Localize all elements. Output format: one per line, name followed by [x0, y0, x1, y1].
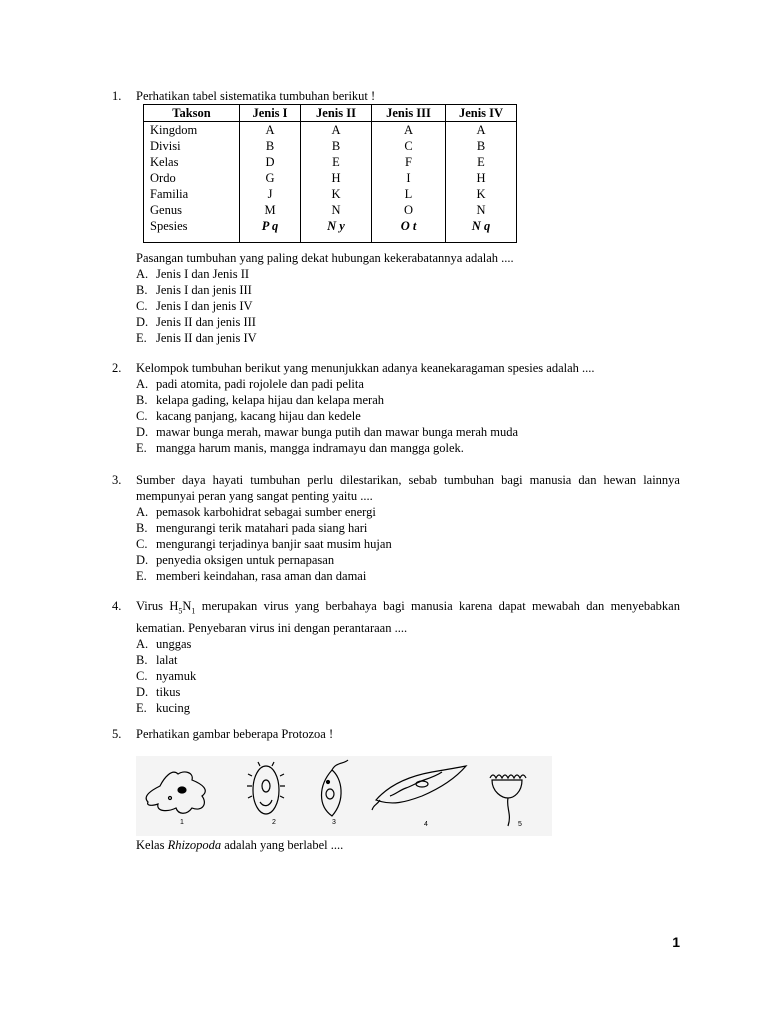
- question-1-prompt: [112, 250, 680, 346]
- option-b: B. kelapa gading, kelapa hijau dan kelapa merah: [136, 393, 385, 407]
- table-header: Jenis I: [240, 105, 301, 122]
- taxonomy-table: [143, 104, 517, 243]
- option-a: A. Jenis I dan Jenis II: [136, 267, 250, 281]
- question-text: Perhatikan gambar beberapa Protozoa !: [136, 727, 334, 741]
- question-text: Pasangan tumbuhan yang paling dekat hubungan kekerabatannya adalah ....: [136, 251, 514, 265]
- question-number: 2.: [112, 361, 122, 375]
- table-cell: B: [301, 138, 372, 154]
- table-cell: Kingdom: [144, 122, 240, 139]
- option-d: D. mawar bunga merah, mawar bunga putih dan mawar bunga merah muda: [136, 425, 519, 439]
- table-cell: B: [446, 138, 517, 154]
- table-row: [144, 202, 517, 218]
- table-header: Jenis III: [372, 105, 446, 122]
- table-cell: E: [301, 154, 372, 170]
- question-4: [112, 598, 680, 716]
- table-cell: Genus: [144, 202, 240, 218]
- table-cell: E: [446, 154, 517, 170]
- option-a: A. unggas: [136, 636, 192, 651]
- table-cell: G: [240, 170, 301, 186]
- question-number: 5.: [112, 727, 122, 741]
- table-cell: A: [446, 122, 517, 139]
- option-d: D. penyedia oksigen untuk pernapasan: [136, 553, 335, 567]
- table-cell: O: [372, 202, 446, 218]
- table-cell: H: [301, 170, 372, 186]
- option-b: B. Jenis I dan jenis III: [136, 283, 252, 297]
- table-cell: D: [240, 154, 301, 170]
- table-cell: K: [446, 186, 517, 202]
- option-e: E. memberi keindahan, rasa aman dan damai: [136, 569, 367, 583]
- question-5: [112, 726, 680, 742]
- table-cell: Familia: [144, 186, 240, 202]
- table-cell: A: [301, 122, 372, 139]
- table-cell: B: [240, 138, 301, 154]
- option-e: E. mangga harum manis, mangga indramayu dan mangga golek.: [136, 441, 464, 455]
- table-cell: K: [301, 186, 372, 202]
- table-row: [144, 138, 517, 154]
- option-c: C. Jenis I dan jenis IV: [136, 299, 253, 313]
- figure-label-4: 4: [424, 821, 428, 828]
- question-1: [112, 88, 680, 104]
- question-text: Kelompok tumbuhan berikut yang menunjukkan adanya keanekaragaman spesies adalah ....: [136, 361, 595, 375]
- figure-label-5: 5: [518, 821, 522, 828]
- option-b: B. mengurangi terik matahari pada siang hari: [136, 521, 368, 535]
- figure-label-1: 1: [180, 819, 184, 826]
- option-c: C. nyamuk: [136, 668, 197, 683]
- table-cell: A: [240, 122, 301, 139]
- table-cell: M: [240, 202, 301, 218]
- table-cell: Kelas: [144, 154, 240, 170]
- table-row: [144, 122, 517, 139]
- option-c: C. kacang panjang, kacang hijau dan kedele: [136, 409, 361, 423]
- question-3: [112, 472, 680, 584]
- question-5-prompt: [136, 837, 680, 853]
- table-cell: N y: [301, 218, 372, 243]
- table-cell: Divisi: [144, 138, 240, 154]
- option-d: D. tikus: [136, 684, 181, 699]
- question-text: Sumber daya hayati tumbuhan perlu dilestarikan, sebab tumbuhan bagi manusia dan hewan lainnya mempunyai peran yang sangat penting yaitu ....: [136, 473, 680, 503]
- protozoa-drawing: [136, 756, 552, 836]
- table-row: [144, 218, 517, 243]
- question-number: 4.: [112, 599, 122, 613]
- protozoa-figure: [136, 756, 552, 836]
- table-cell: O t: [372, 218, 446, 243]
- table-cell: N: [301, 202, 372, 218]
- option-e: E. kucing: [136, 700, 191, 715]
- table-cell: P q: [240, 218, 301, 243]
- table-cell: A: [372, 122, 446, 139]
- table-cell: F: [372, 154, 446, 170]
- figure-label-2: 2: [272, 819, 276, 826]
- table-header: Takson: [144, 105, 240, 122]
- option-a: A. padi atomita, padi rojolele dan padi pelita: [136, 377, 364, 391]
- question-2: [112, 360, 680, 456]
- table-cell: H: [446, 170, 517, 186]
- table-row: [144, 186, 517, 202]
- table-header: Jenis IV: [446, 105, 517, 122]
- table-cell: Spesies: [144, 218, 240, 243]
- option-a: A. pemasok karbohidrat sebagai sumber energi: [136, 505, 376, 519]
- option-c: C. mengurangi terjadinya banjir saat musim hujan: [136, 537, 392, 551]
- table-row: [144, 154, 517, 170]
- table-cell: C: [372, 138, 446, 154]
- option-d: D. Jenis II dan jenis III: [136, 315, 256, 329]
- page-number: 1: [672, 934, 680, 950]
- figure-label-3: 3: [332, 819, 336, 826]
- question-text: Virus $H_5N_1$ merupakan virus yang berbahaya bagi manusia karena dapat mewabah dan menyebabkan kematian. Penyebaran virus ini dengan perantaraan ....: [136, 599, 680, 635]
- table-cell: I: [372, 170, 446, 186]
- question-text: Perhatikan tabel sistematika tumbuhan berikut !: [136, 89, 376, 103]
- table-header: Jenis II: [301, 105, 372, 122]
- table-cell: N: [446, 202, 517, 218]
- table-cell: L: [372, 186, 446, 202]
- question-number: 1.: [112, 89, 122, 103]
- question-number: 3.: [112, 473, 122, 487]
- option-e: E. Jenis II dan jenis IV: [136, 331, 257, 345]
- table-cell: Ordo: [144, 170, 240, 186]
- table-cell: N q: [446, 218, 517, 243]
- table-cell: J: [240, 186, 301, 202]
- option-b: B. lalat: [136, 652, 178, 667]
- table-row: [144, 170, 517, 186]
- question-text: Kelas Rhizopoda adalah yang berlabel ....: [136, 838, 344, 852]
